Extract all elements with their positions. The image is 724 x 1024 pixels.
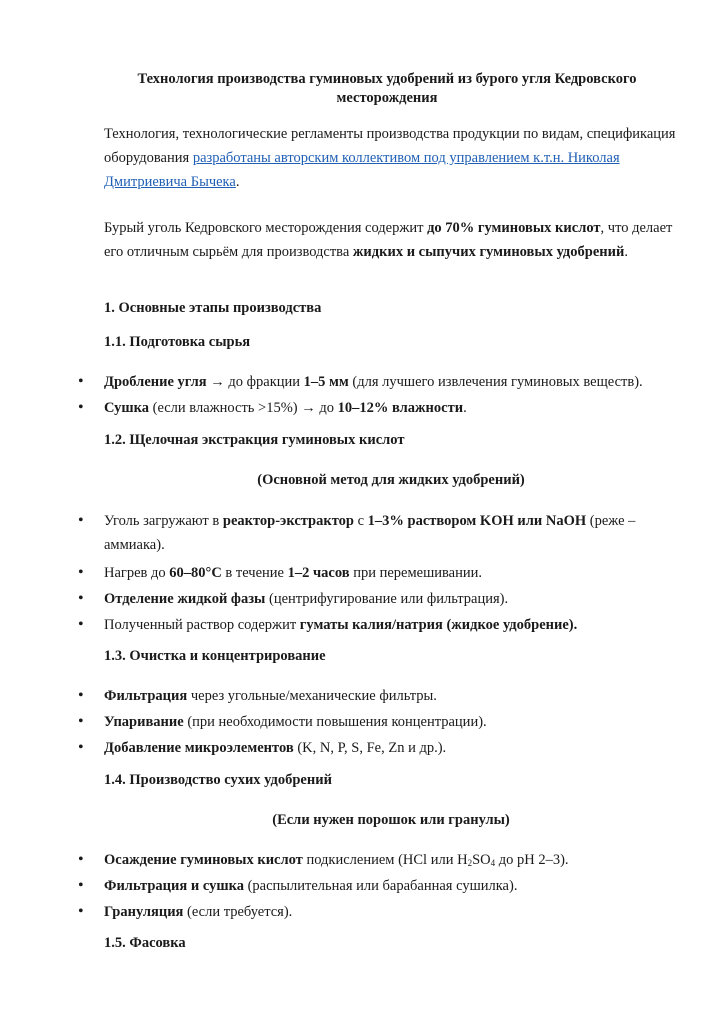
section-heading-1-4: 1.4. Производство сухих удобрений [104,772,332,788]
section-heading-1-1: 1.1. Подготовка сырья [104,334,251,350]
list-item: • Грануляция (если требуется). [104,900,684,924]
list-item: • Добавление микроэлементов (K, N, P, S, Fe, Zn и др.). [104,736,684,760]
list-item: • Фильтрация и сушка (распылительная или барабанная сушилка). [104,874,684,898]
document-title: Технология производства гуминовых удобрений из бурого угля Кедровского месторождения [137,71,637,106]
section-heading-1: 1. Основные этапы производства [104,300,322,316]
authors-link[interactable]: разработаны авторским коллективом под управлением к.т.н. Николая Дмитриевича Бычека [104,150,620,190]
list-item: • Упаривание (при необходимости повышения концентрации). [104,710,684,734]
list-item: • Нагрев до 60–80°C в течение 1–2 часов при перемешивании. [104,561,684,585]
section-subheading-1-2: (Основной метод для жидких удобрений) [257,472,525,488]
list-item: • Уголь загружают в реактор-экстрактор с 1–3% раствором KOH или NaOH (реже – аммиака). [104,509,684,557]
section-heading-1-5: 1.5. Фасовка [104,935,186,951]
list-item: • Осаждение гуминовых кислот подкислением (HCl или $H_2SO_4$ до pH 2–3). [104,848,684,875]
list-item: • Полученный раствор содержит гуматы калия/натрия (жидкое удобрение). [104,613,684,637]
section-heading-1-2: 1.2. Щелочная экстракция гуминовых кислот [104,432,405,448]
list-item: • Фильтрация через угольные/механические фильтры. [104,684,684,708]
section-heading-1-3: 1.3. Очистка и концентрирование [104,648,326,664]
list-item: • Отделение жидкой фазы (центрифугирование или фильтрация). [104,587,684,611]
list-item: • Сушка (если влажность >15%) → до 10–12% влажности. [104,396,684,420]
list-item: • Дробление угля → до фракции 1–5 мм (для лучшего извлечения гуминовых веществ). [104,370,684,394]
coal-paragraph: Бурый уголь Кедровского месторождения содержит до 70% гуминовых кислот, что делает его отличным сырьём для производства жидких и сыпучих гуминовых удобрений. [104,220,673,260]
section-subheading-1-4: (Если нужен порошок или гранулы) [272,812,510,828]
intro-paragraph: Технология, технологические регламенты производства продукции по видам, спецификация оборудования разработаны авторским коллективом под управлением к.т.н. Николая Дмитриевича Бычека. [104,126,676,190]
